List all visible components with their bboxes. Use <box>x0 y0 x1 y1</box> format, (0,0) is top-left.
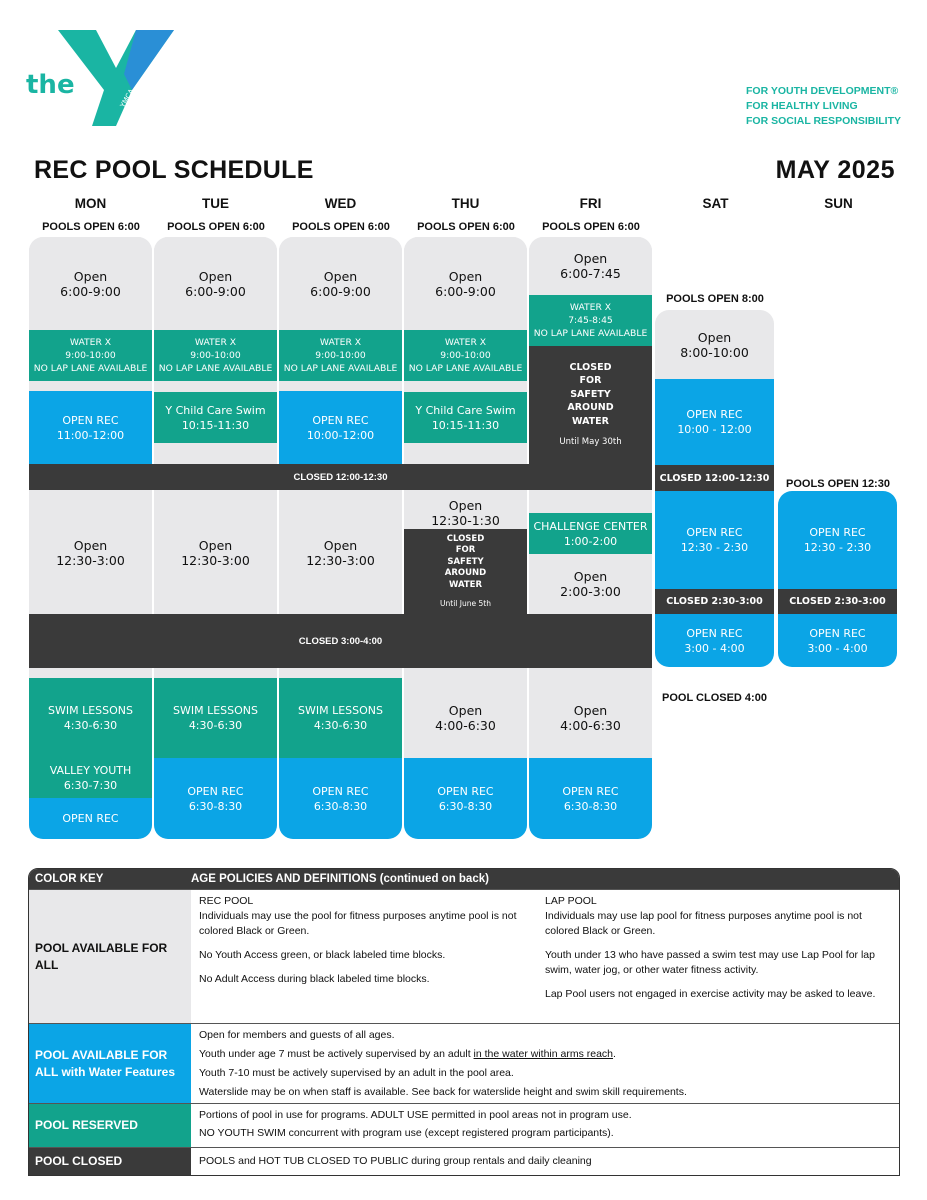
child-care-swim-block: Y Child Care Swim 10:15-11:30 <box>154 392 277 443</box>
key-label-closed: POOL CLOSED <box>29 1148 191 1175</box>
key-header <box>29 869 899 889</box>
day-header-sun: SUN <box>824 196 853 211</box>
rec-pool-title: REC POOL <box>199 895 254 907</box>
water-x-block: WATER X 9:00-10:00 NO LAP LANE AVAILABLE <box>154 330 277 381</box>
schedule-column-wed <box>279 237 402 839</box>
closed-afternoon-block: CLOSED 2:30-3:00 <box>655 589 774 614</box>
day-header-fri: FRI <box>579 196 602 211</box>
open-rec-block: OPEN REC 10:00-12:00 <box>279 391 402 464</box>
key-row-available <box>29 889 899 1023</box>
schedule-column-thu <box>404 237 527 839</box>
open-block: Open 6:00-9:00 <box>29 237 152 330</box>
logo-the-text: the <box>26 70 75 100</box>
pools-open-label: POOLS OPEN 6:00 <box>167 221 265 233</box>
color-key-table <box>28 868 900 1176</box>
closed-noon-block: CLOSED 12:00-12:30 <box>655 465 774 491</box>
tagline-line: FOR SOCIAL RESPONSIBILITY <box>746 115 901 127</box>
open-block: Open 4:00-6:30 <box>404 678 527 758</box>
valley-youth-block: VALLEY YOUTH 6:30-7:30 <box>29 758 152 798</box>
schedule-column-fri <box>529 237 652 839</box>
closed-three-band: CLOSED 3:00-4:00 <box>29 614 652 668</box>
key-body-available <box>191 890 899 1023</box>
day-header-sat: SAT <box>702 196 729 211</box>
open-rec-block: OPEN REC 10:00 - 12:00 <box>655 379 774 465</box>
day-header-thu: THU <box>451 196 480 211</box>
svg-text:YMCA: YMCA <box>118 87 136 109</box>
policy-text: Individuals may use the pool for fitness purposes anytime pool is not colored Black or Green. <box>199 910 517 937</box>
policy-text: Individuals may use lap pool for fitness purposes anytime pool is not colored Black or Green. <box>545 910 862 937</box>
key-body-closed <box>191 1148 899 1175</box>
tagline <box>746 84 901 129</box>
policy-text: Youth under 13 who have passed a swim test may use Lap Pool for lap swim, water jog, or other water fitness activity. <box>545 949 875 976</box>
tagline-line: FOR HEALTHY LIVING <box>746 100 858 112</box>
pools-open-label: POOLS OPEN 8:00 <box>666 293 764 305</box>
open-block: Open 6:00-9:00 <box>154 237 277 330</box>
tagline-line: FOR YOUTH DEVELOPMENT® <box>746 85 899 97</box>
month-title: MAY 2025 <box>775 156 895 184</box>
open-rec-block: OPEN REC 6:30-8:30 <box>154 758 277 839</box>
closed-safety-block: CLOSED FOR SAFETY AROUND WATER Until May 30th <box>529 346 652 464</box>
swim-lessons-block: SWIM LESSONS 4:30-6:30 <box>29 678 152 758</box>
open-rec-block: OPEN REC 6:30-8:30 <box>279 758 402 839</box>
page-title: REC POOL SCHEDULE <box>34 156 314 184</box>
pool-closed-label: POOL CLOSED 4:00 <box>662 692 767 704</box>
challenge-center-block: CHALLENGE CENTER 1:00-2:00 <box>529 513 652 554</box>
key-row-closed <box>29 1147 899 1175</box>
open-rec-block: OPEN REC 12:30 - 2:30 <box>778 491 897 589</box>
key-header-right: AGE POLICIES AND DEFINITIONS (continued on back) <box>191 873 489 885</box>
schedule-column-mon <box>29 237 152 839</box>
policy-text: No Youth Access green, or black labeled time blocks. <box>199 949 446 961</box>
open-rec-block: OPEN REC 12:30 - 2:30 <box>655 491 774 589</box>
pools-open-label: POOLS OPEN 6:00 <box>42 221 140 233</box>
policy-text: Youth under age 7 must be actively supervised by an adult in the water within arms reach. <box>199 1048 616 1060</box>
closed-safety-block: CLOSED FOR SAFETY AROUND WATER Until June 5th <box>404 529 527 614</box>
water-x-block: WATER X 9:00-10:00 NO LAP LANE AVAILABLE <box>279 330 402 381</box>
day-header-mon: MON <box>74 196 107 211</box>
open-rec-block: OPEN REC 6:30-8:30 <box>529 758 652 839</box>
pools-open-label: POOLS OPEN 12:30 <box>786 478 890 490</box>
schedule-column-sat <box>655 310 774 667</box>
open-block: Open 6:00-9:00 <box>279 237 402 330</box>
open-rec-block: OPEN REC 6:30-8:30 <box>404 758 527 839</box>
closed-afternoon-block: CLOSED 2:30-3:00 <box>778 589 897 614</box>
policy-text: No Adult Access during black labeled time blocks. <box>199 973 430 985</box>
key-label-reserved: POOL RESERVED <box>29 1104 191 1147</box>
key-body-water-features <box>191 1024 899 1103</box>
policy-text: Lap Pool users not engaged in exercise activity may be asked to leave. <box>545 988 876 1000</box>
swim-lessons-block: SWIM LESSONS 4:30-6:30 <box>154 678 277 758</box>
open-block: Open 2:00-3:00 <box>529 554 652 614</box>
key-row-reserved <box>29 1103 899 1147</box>
schedule-column-sun <box>778 491 897 667</box>
open-block: Open 12:30-3:00 <box>29 492 152 614</box>
y-logo-icon <box>56 28 178 128</box>
open-block: Open 12:30-3:00 <box>279 492 402 614</box>
open-rec-block: OPEN REC 3:00 - 4:00 <box>655 614 774 667</box>
pools-open-label: POOLS OPEN 6:00 <box>542 221 640 233</box>
closed-noon-band: CLOSED 12:00-12:30 <box>29 464 652 490</box>
key-label-water-features: POOL AVAILABLE FOR ALL with Water Features <box>29 1024 191 1103</box>
schedule-column-tue <box>154 237 277 839</box>
key-header-left: COLOR KEY <box>35 873 104 885</box>
rec-pool-policy <box>199 894 545 1019</box>
lap-pool-title: LAP POOL <box>545 895 597 907</box>
policy-text: Open for members and guests of all ages. <box>199 1029 395 1041</box>
open-block: Open 8:00-10:00 <box>655 310 774 379</box>
lap-pool-policy <box>545 894 891 1019</box>
open-block: Open 4:00-6:30 <box>529 678 652 758</box>
open-block: Open 6:00-7:45 <box>529 237 652 295</box>
water-x-block: WATER X 7:45-8:45 NO LAP LANE AVAILABLE <box>529 295 652 346</box>
policy-text: Waterslide may be on when staff is available. See back for waterslide height and swim skill requirements. <box>199 1086 687 1098</box>
open-block: Open 6:00-9:00 <box>404 237 527 330</box>
open-rec-block: OPEN REC 11:00-12:00 <box>29 391 152 464</box>
child-care-swim-block: Y Child Care Swim 10:15-11:30 <box>404 392 527 443</box>
day-header-wed: WED <box>324 196 357 211</box>
water-x-block: WATER X 9:00-10:00 NO LAP LANE AVAILABLE <box>29 330 152 381</box>
open-block: Open 12:30-1:30 <box>404 492 527 529</box>
policy-text: NO YOUTH SWIM concurrent with program use (except registered program participants). <box>199 1127 614 1139</box>
policy-text: Youth 7-10 must be actively supervised by an adult in the pool area. <box>199 1067 514 1079</box>
water-x-block: WATER X 9:00-10:00 NO LAP LANE AVAILABLE <box>404 330 527 381</box>
pools-open-label: POOLS OPEN 6:00 <box>292 221 390 233</box>
ymca-logo <box>26 28 156 128</box>
pools-open-label: POOLS OPEN 6:00 <box>417 221 515 233</box>
open-rec-block: OPEN REC 3:00 - 4:00 <box>778 614 897 667</box>
policy-text: Portions of pool in use for programs. ADULT USE permitted in pool areas not in program use. <box>199 1109 632 1121</box>
key-label-available: POOL AVAILABLE FOR ALL <box>29 890 191 1023</box>
day-header-tue: TUE <box>202 196 229 211</box>
key-row-water-features <box>29 1023 899 1103</box>
key-body-reserved <box>191 1104 899 1147</box>
open-rec-block: OPEN REC <box>29 798 152 839</box>
open-block: Open 12:30-3:00 <box>154 492 277 614</box>
swim-lessons-block: SWIM LESSONS 4:30-6:30 <box>279 678 402 758</box>
policy-text: POOLS and HOT TUB CLOSED TO PUBLIC during group rentals and daily cleaning <box>199 1155 592 1167</box>
